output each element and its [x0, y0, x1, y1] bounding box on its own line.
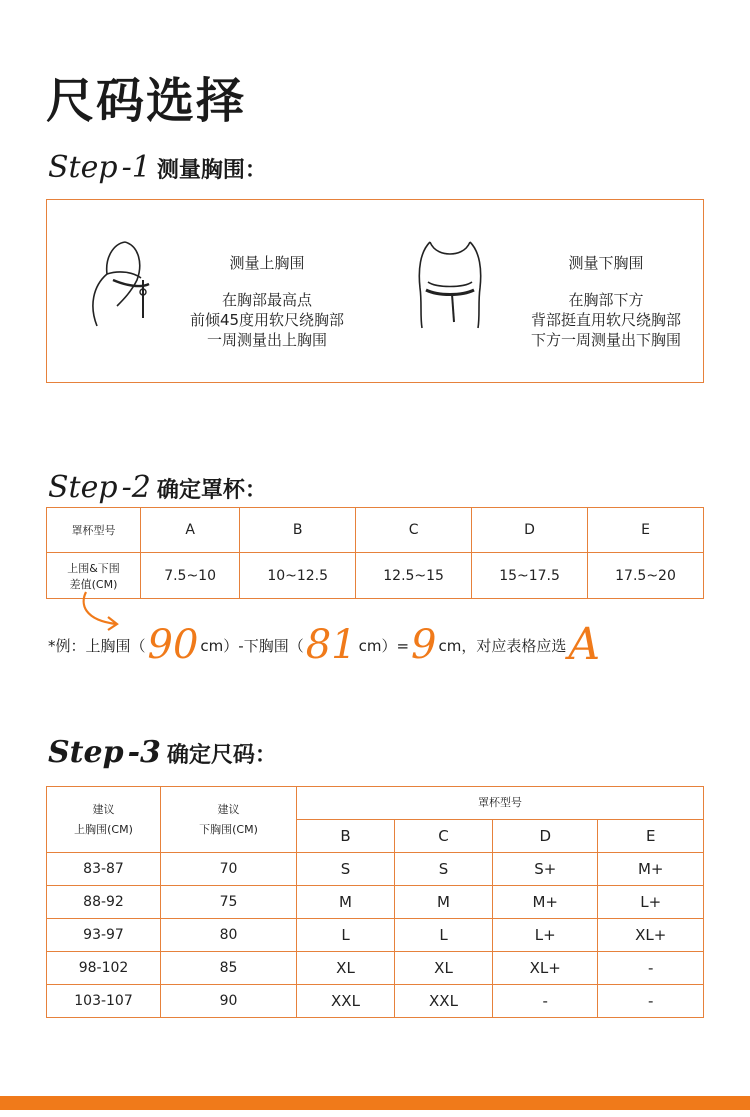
step3-num: -3 — [127, 735, 161, 770]
step1-label: 测量胸围： — [156, 158, 267, 183]
size-table-size: XXL — [395, 985, 493, 1018]
cup-table-diff: 12.5~15 — [356, 553, 472, 599]
size-table-size: XL — [297, 952, 395, 985]
cup-table-diff-row — [47, 553, 704, 599]
measure-upper-line2: 前倾45度用软尺绕胸部 — [189, 311, 345, 329]
size-table-upper-header-line1: 建议 — [92, 802, 115, 816]
cup-table-cup: A — [141, 508, 240, 553]
size-table-size: L+ — [598, 886, 704, 919]
size-table-cup: C — [395, 820, 493, 853]
size-table-size: S+ — [493, 853, 598, 886]
size-table-upper: 98-102 — [47, 952, 161, 985]
size-table-size: M — [395, 886, 493, 919]
example-upper-value: 90 — [147, 622, 199, 668]
cup-table-diff: 7.5~10 — [141, 553, 240, 599]
size-table-cup: D — [493, 820, 598, 853]
step3-label: 确定尺码： — [166, 743, 277, 768]
measure-upper-line3: 一周测量出上胸围 — [206, 331, 327, 349]
size-table-upper: 88-92 — [47, 886, 161, 919]
cup-table-cup: D — [472, 508, 588, 553]
example-prefix: *例：上胸围（ — [48, 636, 146, 655]
size-table-size: XL+ — [493, 952, 598, 985]
size-table-lower: 85 — [161, 952, 297, 985]
bottom-accent-bar — [0, 1096, 750, 1110]
measure-upper-title: 测量上胸围 — [229, 254, 305, 272]
size-table-size: - — [493, 985, 598, 1018]
cup-table-diff-label-line1: 上围&下围 — [67, 561, 120, 575]
size-table-size: XL — [395, 952, 493, 985]
size-table-lower-header-line2: 下胸围(CM) — [199, 822, 258, 836]
cup-table-cup: C — [356, 508, 472, 553]
table-row — [47, 985, 704, 1018]
page-title: 尺码选择 — [46, 73, 247, 129]
measure-lower-line1: 在胸部下方 — [568, 291, 644, 309]
cup-table-cup: E — [588, 508, 704, 553]
size-table-cup: B — [297, 820, 395, 853]
cup-table — [46, 507, 704, 599]
measure-box — [46, 199, 704, 383]
measure-lower-line2: 背部挺直用软尺绕胸部 — [530, 311, 681, 329]
size-table-lower: 75 — [161, 886, 297, 919]
example-line — [48, 619, 602, 670]
size-table-size: S — [297, 853, 395, 886]
cup-table-diff-label-line2: 差值(CM) — [69, 577, 118, 591]
size-table — [46, 786, 704, 1018]
lower-bust-figure-icon — [410, 236, 490, 332]
cup-table-header-label: 罩杯型号 — [47, 508, 141, 553]
size-table-size: XXL — [297, 985, 395, 1018]
size-table-upper: 93-97 — [47, 919, 161, 952]
example-mid1: cm）-下胸围（ — [200, 636, 304, 655]
cup-table-diff: 10~12.5 — [240, 553, 356, 599]
step2-word: Step — [48, 470, 118, 505]
measure-lower-line3: 下方一周测量出下胸围 — [530, 331, 681, 349]
example-mid2: cm）= — [358, 636, 410, 655]
size-table-size: - — [598, 985, 704, 1018]
size-table-size: S — [395, 853, 493, 886]
size-table-lower: 90 — [161, 985, 297, 1018]
size-table-size: XL+ — [598, 919, 704, 952]
size-table-lower-header — [161, 787, 297, 853]
step1-num: -1 — [121, 150, 151, 185]
size-table-lower: 80 — [161, 919, 297, 952]
step1-word: Step — [48, 150, 118, 185]
measure-lower-title: 测量下胸围 — [568, 254, 644, 272]
table-row — [47, 886, 704, 919]
cup-table-diff: 15~17.5 — [472, 553, 588, 599]
cup-table-header-row — [47, 508, 704, 553]
table-row — [47, 952, 704, 985]
size-table-lower: 70 — [161, 853, 297, 886]
measure-upper-line1: 在胸部最高点 — [221, 291, 312, 309]
table-row — [47, 919, 704, 952]
size-table-size: L+ — [493, 919, 598, 952]
measure-upper — [47, 200, 376, 382]
size-table-size: M+ — [598, 853, 704, 886]
step3-word: Step — [48, 735, 124, 770]
step2-label: 确定罩杯： — [156, 478, 267, 503]
size-table-cup-header: 罩杯型号 — [297, 787, 704, 820]
size-table-size: M+ — [493, 886, 598, 919]
size-table-size: L — [297, 919, 395, 952]
size-table-cup: E — [598, 820, 704, 853]
cup-table-diff: 17.5~20 — [588, 553, 704, 599]
step1-heading — [48, 150, 267, 185]
example-lower-value: 81 — [305, 622, 357, 668]
size-table-header-row — [47, 787, 704, 820]
cup-table-cup: B — [240, 508, 356, 553]
size-table-lower-header-line1: 建议 — [217, 802, 240, 816]
example-mid3: cm，对应表格应选 — [438, 636, 567, 655]
step2-heading — [48, 470, 267, 505]
size-table-upper: 83-87 — [47, 853, 161, 886]
example-cup-value: A — [568, 619, 601, 670]
size-table-upper-header-line2: 上胸围(CM) — [74, 822, 133, 836]
size-table-upper-header — [47, 787, 161, 853]
size-table-size: - — [598, 952, 704, 985]
size-table-size: M — [297, 886, 395, 919]
size-table-upper: 103-107 — [47, 985, 161, 1018]
example-diff-value: 9 — [411, 622, 437, 668]
table-row — [47, 853, 704, 886]
size-table-size: L — [395, 919, 493, 952]
measure-lower — [376, 200, 705, 382]
step3-heading — [48, 735, 277, 770]
step2-num: -2 — [121, 470, 151, 505]
